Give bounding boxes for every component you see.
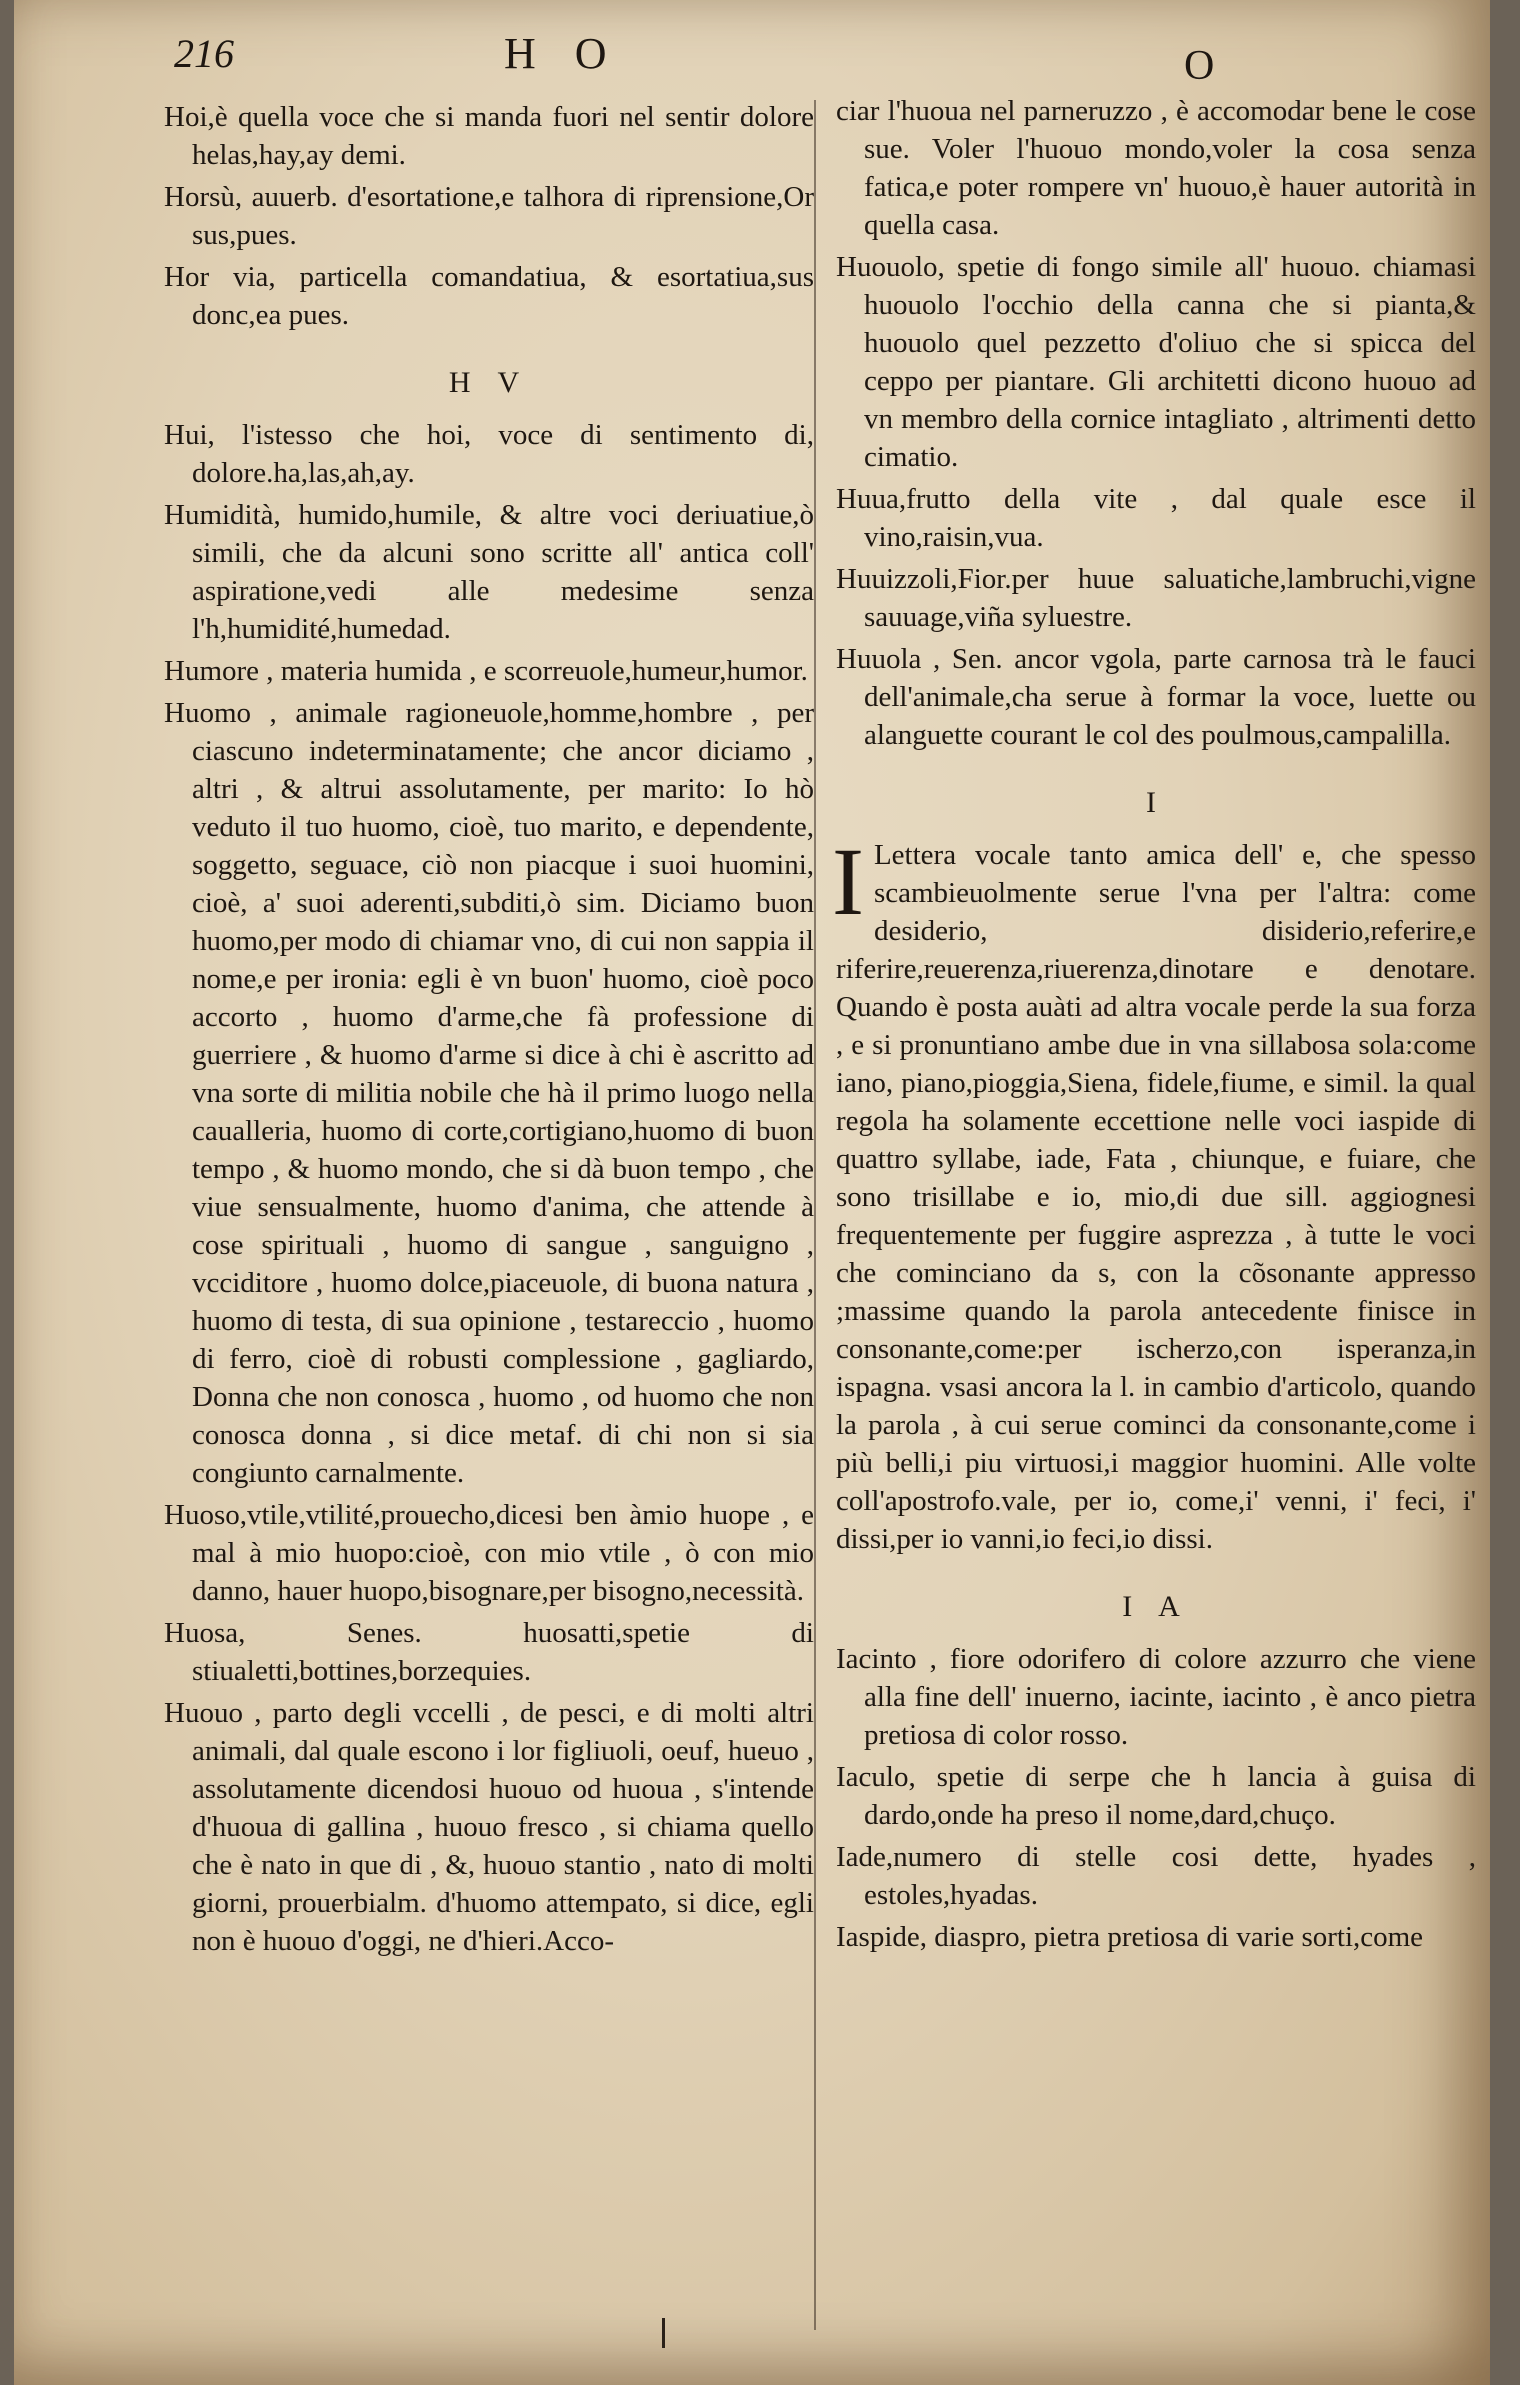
entry-hoi: Hoi,è quella voce che si manda fuori nel sentir dolore helas,hay,ay demi. (164, 101, 814, 171)
entry-hui: Hui, l'istesso che hoi, voce di sentimento di, dolore.ha,las,ah,ay. (164, 419, 814, 489)
section-heading-ia: I A (1122, 1590, 1190, 1623)
entry-horsu: Horsù, auuerb. d'esortatione,e talhora di riprensione,Or sus,pues. (164, 181, 814, 251)
entry-huua: Huua,frutto della vite , dal quale esce il vino,raisin,vua. (836, 483, 1476, 553)
section-heading-hv: H V (448, 366, 530, 399)
entry-iaculo: Iaculo, spetie di serpe che h lancia à guisa di dardo,onde ha preso il nome,dard,chuço. (836, 1761, 1476, 1831)
left-running-head: H O (504, 29, 621, 78)
entry-hor-via: Hor via, particella comandatiua, & esortatiua,sus donc,ea pues. (164, 261, 814, 331)
running-header (14, 28, 1490, 88)
column-divider (814, 100, 816, 2330)
entry-iade: Iade,numero di stelle cosi dette, hyades , estoles,hyadas. (836, 1841, 1476, 1911)
left-column (164, 98, 814, 1964)
entry-iacinto: Iacinto , fiore odorifero di colore azzurro che viene alla fine dell' inuerno, iacinte, iacinto , è anco pietra pretiosa di color rosso. (836, 1643, 1476, 1751)
entry-huuizzoli: Huuizzoli,Fior.per huue saluatiche,lambruchi,vigne sauuage,viña syluestre. (836, 563, 1476, 633)
entry-huosa: Huosa, Senes. huosatti,spetie di stiualetti,bottines,borzequies. (164, 1617, 814, 1687)
section-heading-i: I (1146, 786, 1166, 819)
drop-cap-initial: I (832, 828, 864, 935)
right-running-head: O (1184, 43, 1215, 89)
entry-huouolo: Huouolo, spetie di fongo simile all' huouo. chiamasi huouolo l'occhio della canna che si pianta,& huouolo quel pezzetto d'oliuo che si spicca del ceppo per piantare. Gli architetti dicono huouo ad vn membro della cornice intagliato , altrimenti detto cimatio. (836, 251, 1476, 473)
entry-huoso: Huoso,vtile,vtilité,prouecho,dicesi ben àmio huope , e mal à mio huopo:cioè, con mio vtile , ò con mio danno, hauer huopo,bisognare,per bisogno,necessità. (164, 1499, 814, 1607)
letter-i-text: Lettera vocale tanto amica dell' e, che spesso scambieuolmente serue l'vna per l'altra: come desiderio, disiderio,referire,e riferire,reuerenza,riuerenza,dinotare e denotare. Quando è posta auàti ad altra vocale perde la sua forza , e si pronuntiano ambe due in vna sillabosa sola:come iano, piano,pioggia,Siena, fidele,fiume, e simil. la qual regola ha solamente eccettione nelle voci iaspide di quattro syllabe, iade, Fata , chiunque, e fuiare, che sono trisillabe e io, mio,di due sill. aggiognesi frequentemente per fuggire asprezza , à tutte le voci che cominciano da s, con la cõsonante appresso ;massime quando la parola antecedente finisce in consonante,come:per ischerzo,con isperanza,in ispagna. vsasi ancora la l. in cambio d'articolo, quando la parola , à cui serue cominci da consonante,come i più belli,i piu virtuosi,i maggior huomini. Alle volte coll'apostrofo.vale, per io, come,i' venni, i' feci, i' dissi,per io vanni,io feci,io dissi. (836, 839, 1476, 1555)
entry-huouo-continued: ciar l'huoua nel parneruzzo , è accomodar bene le cose sue. Voler l'huouo mondo,voler la cosa senza fatica,e poter rompere vn' huouo,è hauer autorità in quella casa. (836, 95, 1476, 241)
entry-huouo: Huouo , parto degli vccelli , de pesci, e di molti altri animali, dal quale escono i lor figliuoli, oeuf, hueuo , assolutamente dicendosi huouo od huoua , s'intende d'huoua di gallina , huouo fresco , si chiama quello che è nato in que di , &, huouo stantio , nato di molti giorni, prouerbialm. d'huomo attempato, si dice, egli non è huouo d'oggi, ne d'hieri.Acco- (164, 1697, 814, 1957)
entry-humidita: Humidità, humido,humile, & altre voci deriuatiue,ò simili, che da alcuni sono scritte all' antica coll' aspiratione,vedi alle medesime senza l'h,humidité,humedad. (164, 499, 814, 645)
dictionary-page (14, 0, 1490, 2385)
right-column (832, 92, 1476, 1960)
footer-mark (662, 2318, 665, 2348)
letter-i-paragraph (832, 828, 1476, 1558)
entry-huuola: Huuola , Sen. ancor vgola, parte carnosa trà le fauci dell'animale,cha serue à formar la voce, luette ou alanguette courant le col des poulmous,campalilla. (836, 643, 1476, 751)
entry-iaspide: Iaspide, diaspro, pietra pretiosa di varie sorti,come (836, 1921, 1424, 1953)
entry-humore: Humore , materia humida , e scorreuole,humeur,humor. (164, 655, 808, 687)
page-number: 216 (174, 31, 234, 76)
entry-huomo: Huomo , animale ragioneuole,homme,hombre , per ciascuno indeterminatamente; che ancor diciamo , altri , & altrui assolutamente, per marito: Io hò veduto il tuo huomo, cioè, tuo marito, e dependente, soggetto, seguace, ciò non piacque i suoi huomini, cioè, a' suoi aderenti,subditi,ò sim. Diciamo buon huomo,per modo di chiamar vno, di cui non sappia il nome,e per ironia: egli è vn buon' huomo, cioè poco accorto , huomo d'arme,che fà professione di guerriere , & huomo d'arme si dice à chi è ascritto ad vna sorte di militia nobile che hà il primo luogo nella caualleria, huomo di corte,cortigiano,huomo di buon tempo , & huomo mondo, che si dà buon tempo , che viue sensualmente, huomo d'anima, che attende à cose spirituali , huomo di sangue , sanguigno , vcciditore , huomo dolce,piaceuole, di buona natura , huomo di testa, di sua opinione , testareccio , huomo di ferro, cioè di robusti complessione , gagliardo, Donna che non conosca , huomo , od huomo che non conosca donna , si dice metaf. di chi non si sia congiunto carnalmente. (164, 697, 814, 1489)
